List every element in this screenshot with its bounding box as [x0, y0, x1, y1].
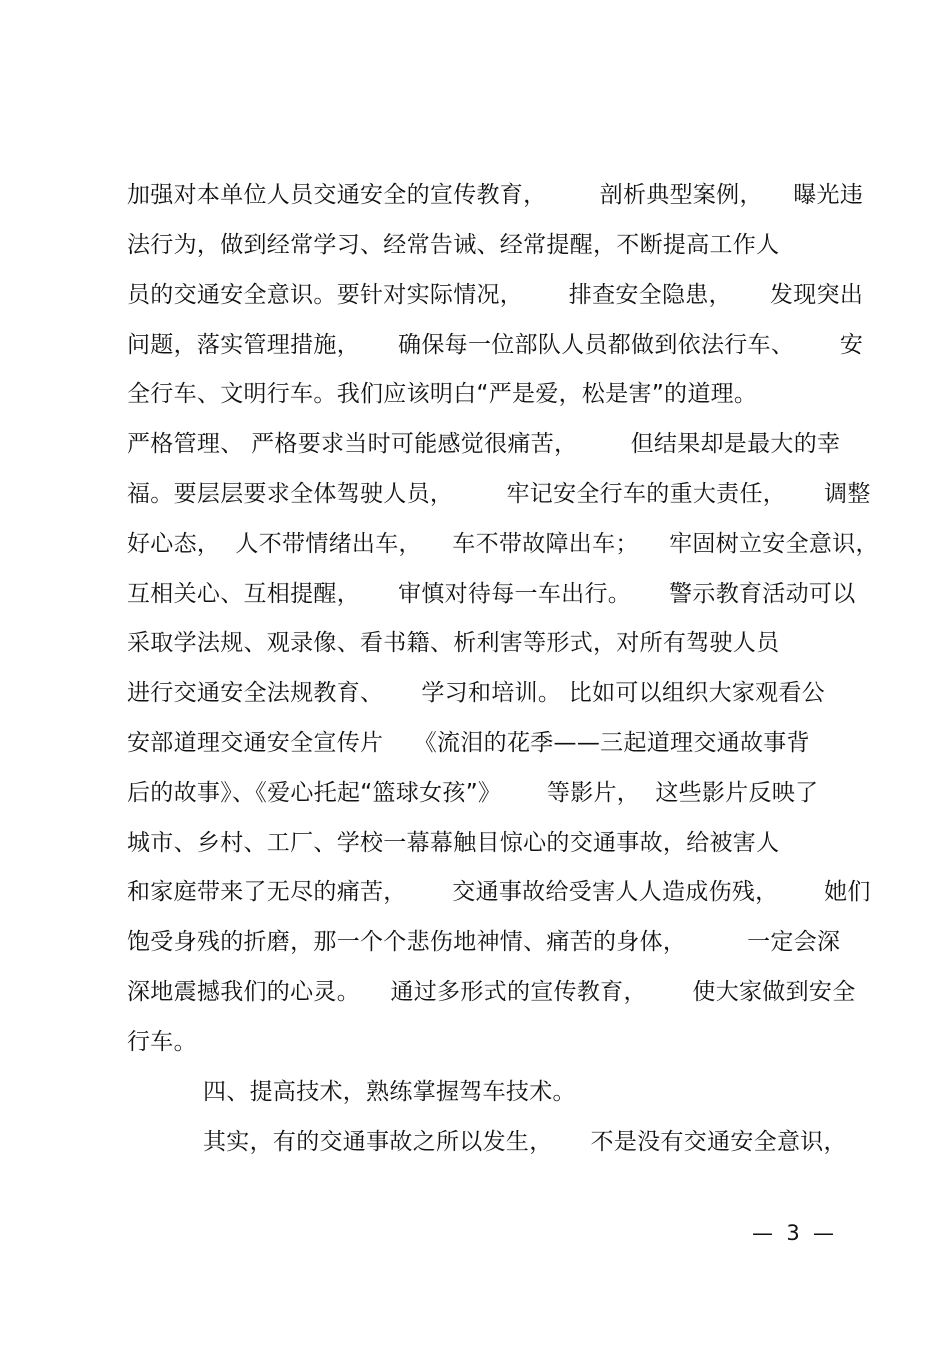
- body-text-line: 全行车、文明行车。我们应该明白“严是爱，松是害”的道理。: [127, 381, 758, 407]
- body-text-line: 进行交通安全法规教育、 学习和培训。 比如可以组织大家观看公: [127, 680, 826, 706]
- section-heading: 四、提高技术，熟练掌握驾车技术。: [203, 1079, 576, 1105]
- body-text-line: 安部道理交通安全宣传片 《流泪的花季——三起道理交通故事背: [127, 730, 810, 756]
- body-text-line: 严格管理、 严格要求当时可能感觉很痛苦， 但结果却是最大的幸: [127, 431, 841, 457]
- body-text-line: 饱受身残的折磨，那一个个悲伤地神情、痛苦的身体， 一定会深: [127, 929, 841, 955]
- body-text-line: 城市、乡村、工厂、学校一幕幕触目惊心的交通事故，给被害人: [127, 830, 780, 856]
- body-text-line: 员的交通安全意识。要针对实际情况， 排查安全隐患， 发现突出: [127, 282, 864, 308]
- page-number: — 3 —: [752, 1221, 835, 1245]
- body-text-line: 问题，落实管理措施， 确保每一位部队人员都做到依法行车、 安: [127, 332, 864, 358]
- body-text-line: 加强对本单位人员交通安全的宣传教育， 剖析典型案例， 曝光违: [127, 182, 864, 208]
- body-text-line: 采取学法规、观录像、看书籍、析利害等形式，对所有驾驶人员: [127, 630, 780, 656]
- body-text-line: 互相关心、互相提醒， 审慎对待每一车出行。 警示教育活动可以: [127, 581, 856, 607]
- paragraph-first-line: 其实，有的交通事故之所以发生， 不是没有交通安全意识，: [203, 1129, 847, 1155]
- body-text-line: 深地震撼我们的心灵。 通过多形式的宣传教育， 使大家做到安全: [127, 979, 856, 1005]
- body-text-line: 行车。: [127, 1029, 197, 1055]
- body-text-line: 后的故事》、《爱心托起“篮球女孩”》 等影片， 这些影片反映了: [127, 780, 819, 806]
- body-text-line: 和家庭带来了无尽的痛苦， 交通事故给受害人人造成伤残， 她们: [127, 879, 871, 905]
- body-text-line: 法行为，做到经常学习、经常告诫、经常提醒，不断提高工作人: [127, 232, 780, 258]
- body-text-line: 好心态， 人不带情绪出车， 车不带故障出车； 牢固树立安全意识，: [127, 531, 879, 557]
- body-text-line: 福。要层层要求全体驾驶人员， 牢记安全行车的重大责任， 调整: [127, 481, 871, 507]
